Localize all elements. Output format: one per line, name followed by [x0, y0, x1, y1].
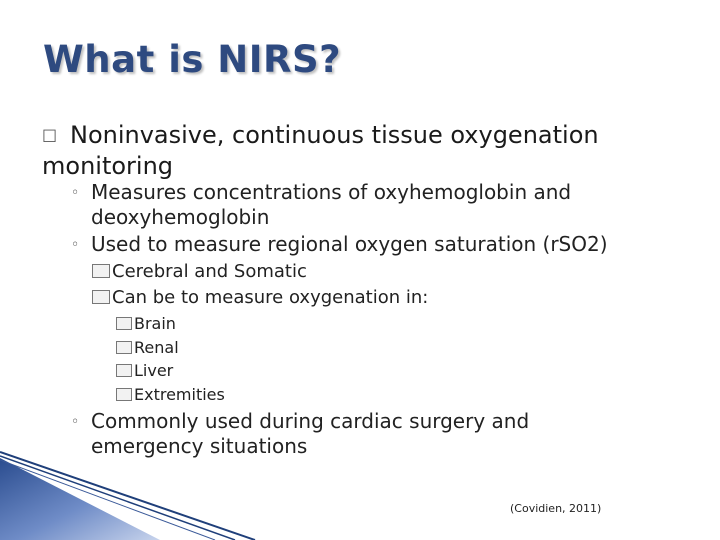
bullet-text-line2: monitoring — [42, 152, 174, 180]
unknown-glyph-icon — [116, 317, 132, 330]
bullet-text-line2: emergency situations — [91, 434, 308, 458]
bullet-text: Extremities — [134, 385, 225, 404]
bullet-text: Can be to measure oxygenation in: — [112, 287, 429, 308]
bullet-level3-item — [92, 260, 307, 284]
corner-swoosh-decoration — [0, 450, 260, 540]
bullet-level4-item — [116, 336, 179, 360]
unknown-glyph-icon — [116, 341, 132, 354]
unknown-glyph-icon — [92, 290, 110, 304]
bullet-text: Brain — [134, 314, 176, 333]
bullet-level3-item — [92, 286, 428, 310]
bullet-level1-item — [42, 119, 682, 182]
circle-bullet-icon: ◦ — [71, 237, 80, 253]
bullet-level2-item — [71, 180, 671, 229]
bullet-text-line2: deoxyhemoglobin — [91, 205, 270, 229]
bullet-text-line1: Used to measure regional oxygen saturation (rSO2) — [91, 232, 608, 256]
bullet-text: Renal — [134, 338, 179, 357]
slide-title: What is NIRS? — [43, 38, 342, 81]
bullet-text-line1: Commonly used during cardiac surgery and — [91, 409, 530, 433]
circle-bullet-icon: ◦ — [71, 185, 80, 201]
bullet-text-line1: Noninvasive, continuous tissue oxygenation — [70, 121, 599, 149]
citation: (Covidien, 2011) — [510, 502, 602, 515]
square-bullet-icon: □ — [42, 125, 58, 144]
bullet-level4-item — [116, 312, 176, 336]
circle-bullet-icon: ◦ — [71, 414, 80, 430]
bullet-text: Cerebral and Somatic — [112, 261, 307, 282]
bullet-text-line1: Measures concentrations of oxyhemoglobin and — [91, 180, 572, 204]
bullet-level4-item — [116, 359, 173, 383]
bullet-level2-item — [71, 232, 671, 257]
bullet-level4-item — [116, 383, 225, 407]
unknown-glyph-icon — [92, 264, 110, 278]
unknown-glyph-icon — [116, 388, 132, 401]
unknown-glyph-icon — [116, 364, 132, 377]
bullet-text: Liver — [134, 361, 174, 380]
